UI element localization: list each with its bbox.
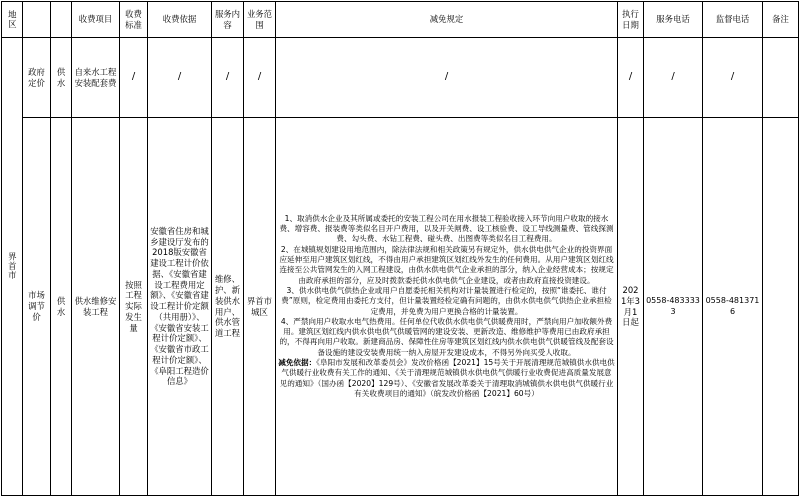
pricing-type-cell: 政府定价 <box>23 38 51 118</box>
service-content-cell: / <box>212 38 244 118</box>
rules-cell: / <box>276 38 618 118</box>
rule-item: 2、在城镇规划建设用地范围内，除法律法规和相关政策另有规定外，供水供电供气企业的投资界面应延伸至用户建筑区划红线，不得由用户承担建筑区划红线外发生的任何费用。从用户建筑区划红线连接至公共管网发生的入网工程建设，由供水供电供气企业承担的部分，纳入企业经营成本；按规定由政府承担的部分，应及时拨款委托供水供电供气企业建设，或者由政府直接投资建设。 <box>279 244 614 285</box>
header-rules: 减免规定 <box>276 2 618 38</box>
business-scope-cell: / <box>244 38 276 118</box>
category-cell: 供水 <box>51 118 72 496</box>
rule-item: 3、供水供电供气供热企业或用户自愿委托相关机构对计量装置进行检定的，按照“谁委托、谁付费”原则，检定费用由委托方支付，但计量装置经检定确有问题的，由供水供电供气供热企业承担检定费用，并免费为用户更换合格的计量装置。 <box>281 285 612 316</box>
fee-standard-cell: 按照工程实际发生量 <box>120 118 148 496</box>
header-service-phone: 服务电话 <box>644 2 703 38</box>
header-fee-standard: 收费标准 <box>120 2 148 38</box>
header-remarks: 备注 <box>763 2 799 38</box>
fee-standard-cell: / <box>120 38 148 118</box>
supervision-phone-cell: 0558-4813716 <box>703 118 763 496</box>
header-supervision-phone: 监督电话 <box>703 2 763 38</box>
header-blank-2 <box>51 2 72 38</box>
supervision-phone-cell: / <box>703 38 763 118</box>
remarks-cell <box>763 38 799 118</box>
fee-table <box>1 1 799 496</box>
header-fee-item: 收费项目 <box>72 2 120 38</box>
header-exec-date: 执行日期 <box>618 2 644 38</box>
category-cell: 供水 <box>51 38 72 118</box>
header-business-scope: 业务范围 <box>244 2 276 38</box>
business-scope-cell: 界首市城区 <box>244 118 276 496</box>
header-blank <box>23 2 51 38</box>
header-fee-basis: 收费依据 <box>148 2 212 38</box>
fee-item-cell: 供水维修安装工程 <box>72 118 120 496</box>
remarks-cell <box>763 118 799 496</box>
rule-item: 4、严禁向用户收取水电气热费用。任何单位代收供水供电供气供暖费用时，严禁向用户加收额外费用。建筑区划红线内供水供电供气供暖管网的建设安装、更新改造、维修维护等费用已由政府承担的，不得再向用户收取。新建商品房、保障性住房等建筑区划红线内供水供电供气供暖管线及配套设备设施的建设安装费用统一纳入房屋开发建设成本，不得另外向买受人收取。 <box>279 316 614 357</box>
rule-basis <box>278 358 615 399</box>
table-row <box>2 38 799 118</box>
fee-basis-cell: / <box>148 38 212 118</box>
exec-date-cell: 2021年3月1日起 <box>618 118 644 496</box>
table-row <box>2 118 799 496</box>
rule-basis-label: 减免依据： <box>278 358 317 368</box>
fee-item-cell: 自来水工程安装配套费 <box>72 38 120 118</box>
fee-basis-cell: 安徽省住房和城乡建设厅发布的2018版安徽省建设工程计价依据、《安徽省建设工程费用定额》、《安徽省建设工程计价定额（共用册）》、《安徽省安装工程计价定额》、《安徽省市政工程计价定额》、《阜阳工程造价信息》 <box>148 118 212 496</box>
rules-cell <box>276 118 618 496</box>
exec-date-cell: / <box>618 38 644 118</box>
header-row <box>2 2 799 38</box>
service-phone-cell: 0558-4833333 <box>644 118 703 496</box>
pricing-type-cell: 市场调节价 <box>23 118 51 496</box>
rule-basis-text: 《阜阳市发展和改革委员会》发改价格函【2021】15号关于开展清理规范城镇供水供电供气供暖行业收费有关工作的通知、《关于清理规范城镇供水供电供气供暖行业收费促进高质量发展意见的通知》（国办函【2020】129号）、《安徽省发展改革委关于清理取消城镇供水供电供气供暖行业有关收费项目的通知》（皖发改价格函【2021】60号） <box>279 358 615 398</box>
header-service-content: 服务内容 <box>212 2 244 38</box>
service-phone-cell: / <box>644 38 703 118</box>
rule-item: 1、取消供水企业及其所属或委托的安装工程公司在用水报装工程验收接入环节向用户收取的接水费、增容费、报装费等类似名目开户费用，以及开关闸费、设工核验费、设工导线测量费、管线探测费、勾头费、水钻工程费、碰头费、出图费等类似名目工程费用。 <box>279 213 614 244</box>
region-cell: 界首市 <box>2 38 23 496</box>
header-region: 地区 <box>2 2 23 38</box>
service-content-cell: 维修、护、新装供水用户、供水管道工程 <box>212 118 244 496</box>
